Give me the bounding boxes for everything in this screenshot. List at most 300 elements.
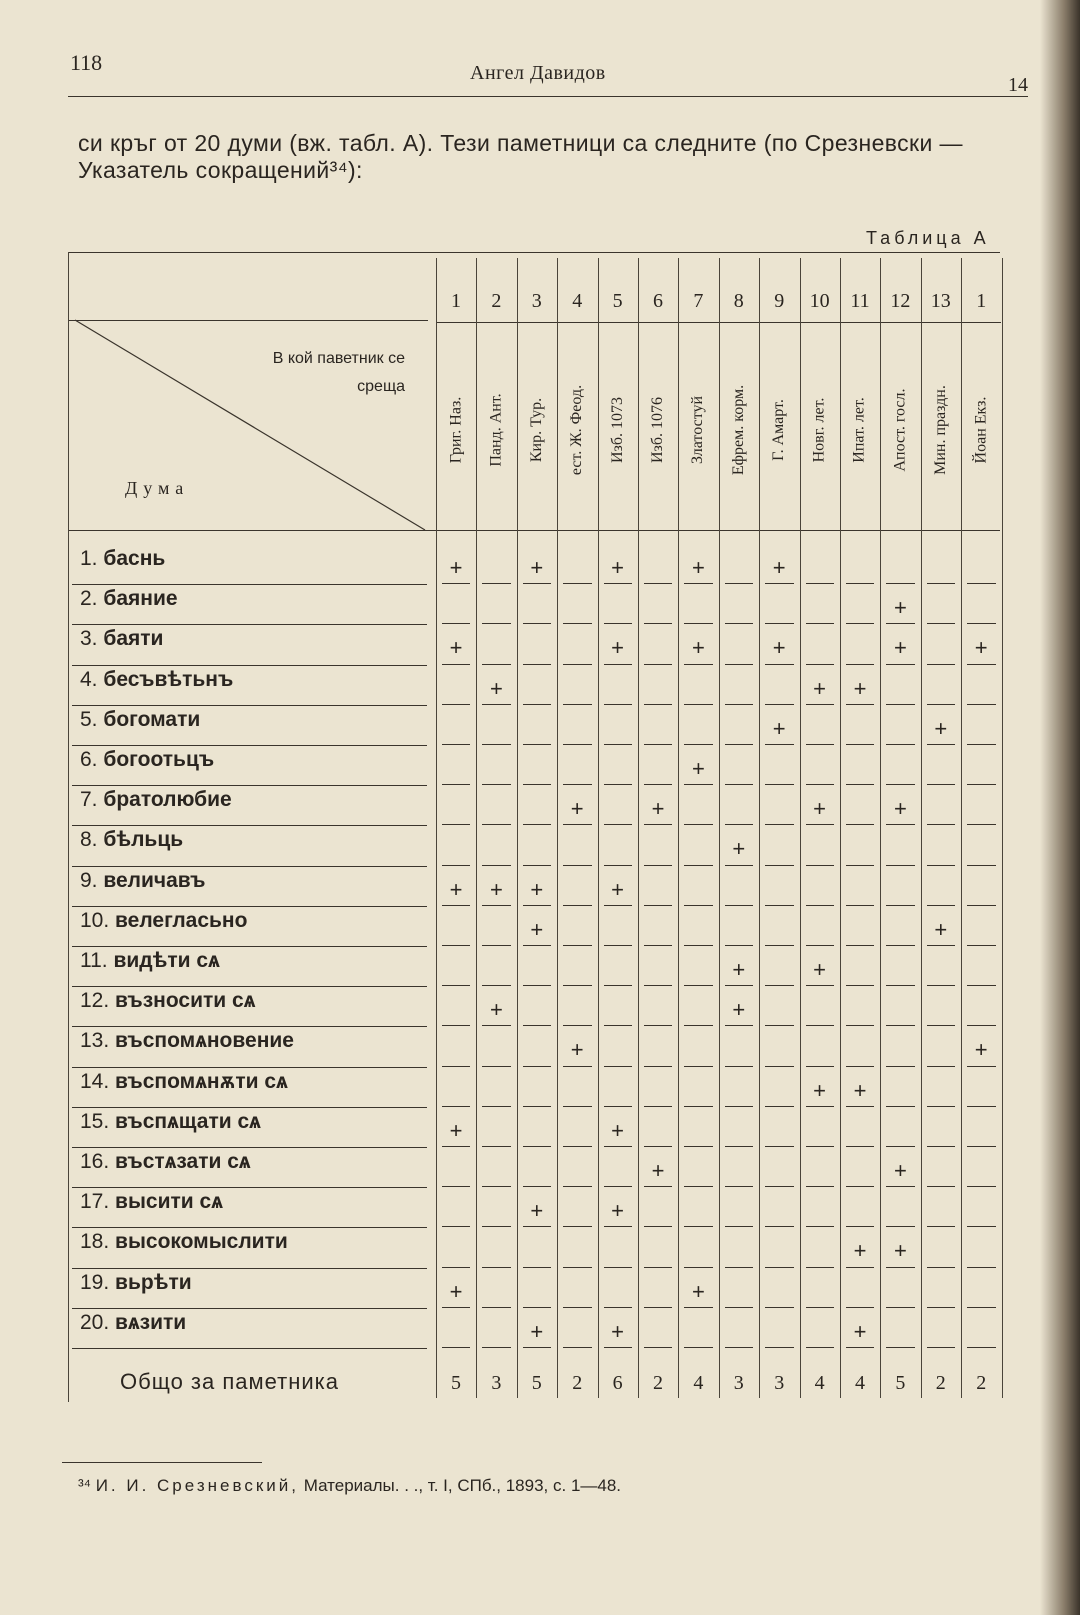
- presence-mark: +: [732, 957, 746, 982]
- row-number: 11.: [80, 949, 108, 972]
- row-label: [80, 587, 178, 611]
- cell-rule: [806, 583, 834, 584]
- column-number: 9: [774, 290, 785, 312]
- column-total: 6: [612, 1372, 623, 1394]
- presence-mark: +: [611, 1198, 625, 1224]
- row-rule: [72, 1187, 427, 1188]
- column-total: 3: [491, 1372, 502, 1394]
- cell-rule: [684, 985, 712, 986]
- presence-mark: +: [691, 555, 705, 580]
- row-rule: [72, 705, 427, 706]
- row-word: въстѧзати сѧ: [115, 1150, 251, 1173]
- footnote: [78, 1476, 621, 1496]
- cell-rule: [806, 784, 834, 785]
- presence-mark: +: [813, 1077, 827, 1103]
- cell-rule: [523, 1267, 551, 1268]
- row-number: 15.: [80, 1109, 110, 1133]
- cell-rule: [886, 1186, 914, 1187]
- cell-rule: [967, 945, 995, 946]
- cell-rule: [523, 1106, 551, 1107]
- column-divider: [1002, 258, 1003, 1398]
- presence-mark: +: [974, 635, 988, 661]
- cell-rule: [967, 784, 995, 785]
- cell-rule: [442, 865, 470, 866]
- cell-rule: [806, 1267, 834, 1268]
- cell-rule: [442, 1025, 470, 1026]
- cell-rule: [523, 744, 551, 745]
- cell-rule: [604, 583, 632, 584]
- presence-mark: +: [530, 1318, 544, 1344]
- cell-rule: [725, 1025, 753, 1026]
- row-label: [80, 828, 183, 852]
- cell-rule: [604, 744, 632, 745]
- cell-rule: [765, 1146, 793, 1147]
- cell-rule: [482, 1347, 510, 1348]
- corner-header-monument: В кой паветник се среща: [272, 350, 405, 395]
- column-name-text: Мин. праздн.: [931, 385, 949, 475]
- column-name: [476, 330, 516, 530]
- cell-rule: [725, 865, 753, 866]
- cell-rule: [523, 583, 551, 584]
- cell-rule: [927, 784, 955, 785]
- cell-rule: [684, 704, 712, 705]
- cell-rule: [846, 865, 874, 866]
- footnote-rule: [62, 1462, 262, 1463]
- cell-rule: [604, 1347, 632, 1348]
- cell-rule: [604, 1025, 632, 1026]
- row-rule: [72, 785, 427, 786]
- cell-rule: [725, 744, 753, 745]
- row-number: 6.: [80, 748, 98, 771]
- cell-rule: [967, 1146, 995, 1147]
- cell-rule: [725, 985, 753, 986]
- cell-rule: [725, 1066, 753, 1067]
- cell-rule: [563, 664, 591, 665]
- row-number: 3.: [80, 627, 98, 651]
- cell-rule: [927, 1226, 955, 1227]
- cell-rule: [482, 1025, 510, 1026]
- cell-rule: [604, 865, 632, 866]
- cell-rule: [684, 1066, 712, 1067]
- cell-rule: [442, 985, 470, 986]
- cell-rule: [644, 905, 672, 906]
- cell-rule: [967, 824, 995, 825]
- row-word: богомати: [103, 707, 201, 731]
- presence-mark: +: [611, 1117, 625, 1143]
- row-word: богоотьцъ: [103, 748, 215, 771]
- cell-rule: [563, 744, 591, 745]
- presence-mark: +: [489, 997, 503, 1023]
- cell-rule: [563, 784, 591, 785]
- row-label: [80, 1190, 223, 1214]
- cell-rule: [806, 1186, 834, 1187]
- row-label: [80, 1110, 261, 1134]
- presence-mark: +: [772, 715, 786, 741]
- cell-rule: [725, 1347, 753, 1348]
- row-label: [80, 627, 163, 651]
- cell-rule: [927, 1347, 955, 1348]
- cell-rule: [644, 1025, 672, 1026]
- cell-rule: [806, 623, 834, 624]
- row-label: [80, 668, 233, 692]
- cell-rule: [482, 1146, 510, 1147]
- row-label: [80, 708, 200, 732]
- cell-rule: [846, 1226, 874, 1227]
- cell-rule: [563, 1106, 591, 1107]
- cell-rule: [886, 1146, 914, 1147]
- row-number: 12.: [80, 989, 110, 1013]
- cell-rule: [967, 1025, 995, 1026]
- row-word: бесъвѣтьнъ: [103, 667, 234, 691]
- cell-rule: [442, 945, 470, 946]
- footnote-mark: ³⁴: [78, 1476, 91, 1495]
- cell-rule: [684, 1025, 712, 1026]
- row-number: 7.: [80, 788, 98, 812]
- presence-mark: +: [611, 635, 625, 661]
- cell-rule: [442, 744, 470, 745]
- cell-rule: [644, 1106, 672, 1107]
- cell-rule: [523, 945, 551, 946]
- cell-rule: [684, 1186, 712, 1187]
- cell-rule: [684, 1226, 712, 1227]
- cell-rule: [684, 744, 712, 745]
- presence-mark: +: [893, 595, 907, 621]
- cell-rule: [967, 583, 995, 584]
- cell-rule: [644, 664, 672, 665]
- column-number: 13: [930, 290, 951, 312]
- cell-rule: [967, 1186, 995, 1187]
- column-name-text: Ипат. лет.: [851, 397, 868, 463]
- presence-mark: +: [611, 1318, 625, 1344]
- cell-rule: [684, 1106, 712, 1107]
- cell-rule: [523, 1025, 551, 1026]
- cell-rule: [806, 1226, 834, 1227]
- cell-rule: [644, 985, 672, 986]
- cell-rule: [927, 623, 955, 624]
- row-rule: [72, 1147, 427, 1148]
- cell-rule: [765, 905, 793, 906]
- cell-rule: [846, 1307, 874, 1308]
- row-rule: [72, 745, 427, 746]
- presence-mark: +: [489, 675, 503, 701]
- presence-mark: +: [570, 1037, 584, 1063]
- presence-mark: +: [691, 756, 705, 781]
- presence-mark: +: [570, 796, 584, 822]
- column-number: 2: [491, 290, 502, 312]
- cell-rule: [684, 664, 712, 665]
- column-number: 12: [890, 290, 911, 312]
- corner-diagonal: [70, 315, 440, 535]
- presence-mark: +: [691, 635, 705, 661]
- presence-mark: +: [853, 1238, 867, 1264]
- presence-mark: +: [853, 1077, 867, 1103]
- cell-rule: [967, 985, 995, 986]
- cell-rule: [927, 744, 955, 745]
- cell-rule: [886, 1347, 914, 1348]
- cell-rule: [967, 1267, 995, 1268]
- row-rule: [72, 986, 427, 987]
- cell-rule: [765, 1025, 793, 1026]
- footnote-author: И. И. Срезневский,: [95, 1476, 299, 1495]
- cell-rule: [967, 664, 995, 665]
- cell-rule: [846, 1186, 874, 1187]
- cell-rule: [523, 865, 551, 866]
- cell-rule: [482, 1106, 510, 1107]
- cell-rule: [806, 1066, 834, 1067]
- cell-rule: [886, 865, 914, 866]
- cell-rule: [684, 623, 712, 624]
- cell-rule: [967, 905, 995, 906]
- row-rule: [72, 665, 427, 666]
- row-word: видѣти сѧ: [113, 949, 220, 972]
- cell-rule: [563, 583, 591, 584]
- cell-rule: [725, 824, 753, 825]
- presence-mark: +: [772, 635, 786, 661]
- cell-rule: [765, 1347, 793, 1348]
- cell-rule: [846, 945, 874, 946]
- cell-rule: [523, 1186, 551, 1187]
- presence-mark: +: [651, 796, 665, 822]
- column-total: 5: [531, 1372, 542, 1394]
- row-label: [80, 788, 232, 812]
- cell-rule: [927, 664, 955, 665]
- presence-mark: +: [813, 796, 827, 822]
- cell-rule: [563, 985, 591, 986]
- presence-mark: +: [530, 916, 544, 942]
- cell-rule: [604, 945, 632, 946]
- cell-rule: [563, 1025, 591, 1026]
- column-total: 2: [935, 1372, 946, 1394]
- cell-rule: [846, 905, 874, 906]
- cell-rule: [886, 1106, 914, 1107]
- cell-rule: [644, 583, 672, 584]
- presence-mark: +: [974, 1037, 988, 1063]
- cell-rule: [846, 1066, 874, 1067]
- cell-rule: [806, 744, 834, 745]
- cell-rule: [482, 583, 510, 584]
- cell-rule: [846, 1106, 874, 1107]
- cell-rule: [482, 1226, 510, 1227]
- cell-rule: [725, 1267, 753, 1268]
- cell-rule: [604, 985, 632, 986]
- cell-rule: [604, 784, 632, 785]
- header-bottom-rule: [68, 530, 1000, 531]
- page-number: 118: [70, 50, 103, 75]
- presence-mark: +: [893, 635, 907, 661]
- cell-rule: [442, 824, 470, 825]
- cell-rule: [806, 824, 834, 825]
- cell-rule: [563, 905, 591, 906]
- row-number: 17.: [80, 1190, 110, 1214]
- cell-rule: [644, 945, 672, 946]
- cell-rule: [886, 985, 914, 986]
- cell-rule: [482, 704, 510, 705]
- cell-rule: [846, 1267, 874, 1268]
- cell-rule: [442, 1267, 470, 1268]
- cell-rule: [846, 744, 874, 745]
- cell-rule: [523, 985, 551, 986]
- cell-rule: [442, 1106, 470, 1107]
- cell-rule: [846, 784, 874, 785]
- column-name: [880, 330, 920, 530]
- header-rule: [68, 320, 428, 321]
- cell-rule: [482, 865, 510, 866]
- column-name: [638, 330, 678, 530]
- row-rule: [72, 1067, 427, 1068]
- presence-mark: +: [772, 555, 786, 580]
- presence-mark: +: [449, 876, 463, 902]
- cell-rule: [886, 664, 914, 665]
- cell-rule: [442, 1226, 470, 1227]
- column-total: 3: [774, 1372, 785, 1394]
- row-word: бѣльць: [103, 828, 184, 852]
- cell-rule: [725, 1146, 753, 1147]
- row-label: [80, 1230, 288, 1254]
- column-total: 2: [653, 1372, 663, 1394]
- column-name: [759, 330, 799, 530]
- column-name: [961, 330, 1001, 530]
- column-name: [517, 330, 557, 530]
- cell-rule: [927, 824, 955, 825]
- row-number: 20.: [80, 1310, 110, 1334]
- cell-rule: [684, 583, 712, 584]
- column-name-text: Апост. госл.: [891, 388, 909, 472]
- presence-mark: +: [691, 1278, 705, 1304]
- cell-rule: [927, 905, 955, 906]
- cell-rule: [725, 1186, 753, 1187]
- cell-rule: [523, 1347, 551, 1348]
- cell-rule: [765, 1267, 793, 1268]
- column-name: [921, 330, 961, 530]
- row-number: 10.: [80, 908, 110, 932]
- column-name: [598, 330, 638, 530]
- cell-rule: [927, 865, 955, 866]
- cell-rule: [967, 704, 995, 705]
- presence-mark: +: [893, 796, 907, 822]
- table-top-rule: [68, 252, 1000, 253]
- row-rule: [72, 1268, 427, 1269]
- presence-mark: +: [651, 1158, 665, 1183]
- cell-rule: [725, 583, 753, 584]
- cell-rule: [725, 1307, 753, 1308]
- cell-rule: [482, 623, 510, 624]
- column-name-text: Панд. Ант.: [487, 393, 505, 467]
- row-label: [80, 869, 206, 893]
- column-number: 11: [850, 290, 870, 312]
- column-total: 5: [451, 1372, 461, 1394]
- cell-rule: [927, 1186, 955, 1187]
- cell-rule: [523, 1307, 551, 1308]
- cell-rule: [604, 1146, 632, 1147]
- cell-rule: [886, 1025, 914, 1026]
- cell-rule: [442, 1186, 470, 1187]
- cell-rule: [563, 945, 591, 946]
- cell-rule: [886, 1066, 914, 1067]
- cell-rule: [523, 704, 551, 705]
- cell-rule: [523, 1146, 551, 1147]
- column-number: 1: [976, 290, 987, 312]
- column-total: 4: [693, 1372, 704, 1394]
- cell-rule: [644, 623, 672, 624]
- row-rule: [72, 906, 427, 907]
- cell-rule: [967, 1066, 995, 1067]
- cell-rule: [886, 744, 914, 745]
- row-word: высити сѧ: [115, 1190, 223, 1214]
- cell-rule: [927, 1025, 955, 1026]
- cell-rule: [886, 583, 914, 584]
- column-name-text: Йоан Екз.: [972, 396, 990, 464]
- cell-rule: [765, 824, 793, 825]
- column-name-text: Изб. 1073: [608, 396, 626, 464]
- row-rule: [72, 866, 427, 867]
- row-label: [80, 1029, 294, 1053]
- cell-rule: [684, 1267, 712, 1268]
- row-number: 18.: [80, 1230, 110, 1254]
- row-word: братолюбие: [103, 788, 232, 812]
- row-number: 2.: [80, 587, 98, 611]
- cell-rule: [563, 1307, 591, 1308]
- presence-mark: +: [530, 876, 544, 902]
- presence-mark: +: [813, 957, 827, 982]
- cell-rule: [604, 1186, 632, 1187]
- column-number: 7: [693, 290, 704, 312]
- column-total: 4: [814, 1372, 825, 1394]
- cell-rule: [604, 664, 632, 665]
- row-number: 8.: [80, 828, 98, 852]
- cell-rule: [886, 945, 914, 946]
- presence-mark: +: [449, 555, 463, 580]
- cell-rule: [927, 583, 955, 584]
- cell-rule: [604, 704, 632, 705]
- cell-rule: [806, 865, 834, 866]
- cell-rule: [523, 1226, 551, 1227]
- row-rule: [72, 946, 427, 947]
- cell-rule: [644, 1186, 672, 1187]
- cell-rule: [684, 1307, 712, 1308]
- cell-rule: [684, 784, 712, 785]
- cell-rule: [604, 1066, 632, 1067]
- cell-rule: [765, 623, 793, 624]
- column-name: [800, 330, 840, 530]
- presence-mark: +: [813, 675, 827, 701]
- column-total: 2: [572, 1372, 583, 1394]
- cell-rule: [927, 1307, 955, 1308]
- presence-mark: +: [611, 555, 625, 580]
- cell-rule: [442, 905, 470, 906]
- cell-rule: [967, 623, 995, 624]
- cell-rule: [684, 1347, 712, 1348]
- cell-rule: [806, 1347, 834, 1348]
- cell-rule: [886, 704, 914, 705]
- cell-rule: [927, 1066, 955, 1067]
- cell-rule: [482, 1267, 510, 1268]
- cell-rule: [563, 1066, 591, 1067]
- cell-rule: [886, 623, 914, 624]
- cell-rule: [523, 623, 551, 624]
- row-label: [80, 1070, 288, 1094]
- cell-rule: [765, 664, 793, 665]
- row-rule: [72, 1308, 427, 1309]
- row-word: баяти: [103, 627, 164, 651]
- presence-mark: +: [732, 836, 746, 862]
- cell-rule: [967, 1347, 995, 1348]
- cell-rule: [846, 1146, 874, 1147]
- cell-rule: [967, 1307, 995, 1308]
- row-word: вьрѣти: [115, 1270, 192, 1294]
- cell-rule: [442, 704, 470, 705]
- column-number: 8: [733, 290, 744, 312]
- cell-rule: [765, 945, 793, 946]
